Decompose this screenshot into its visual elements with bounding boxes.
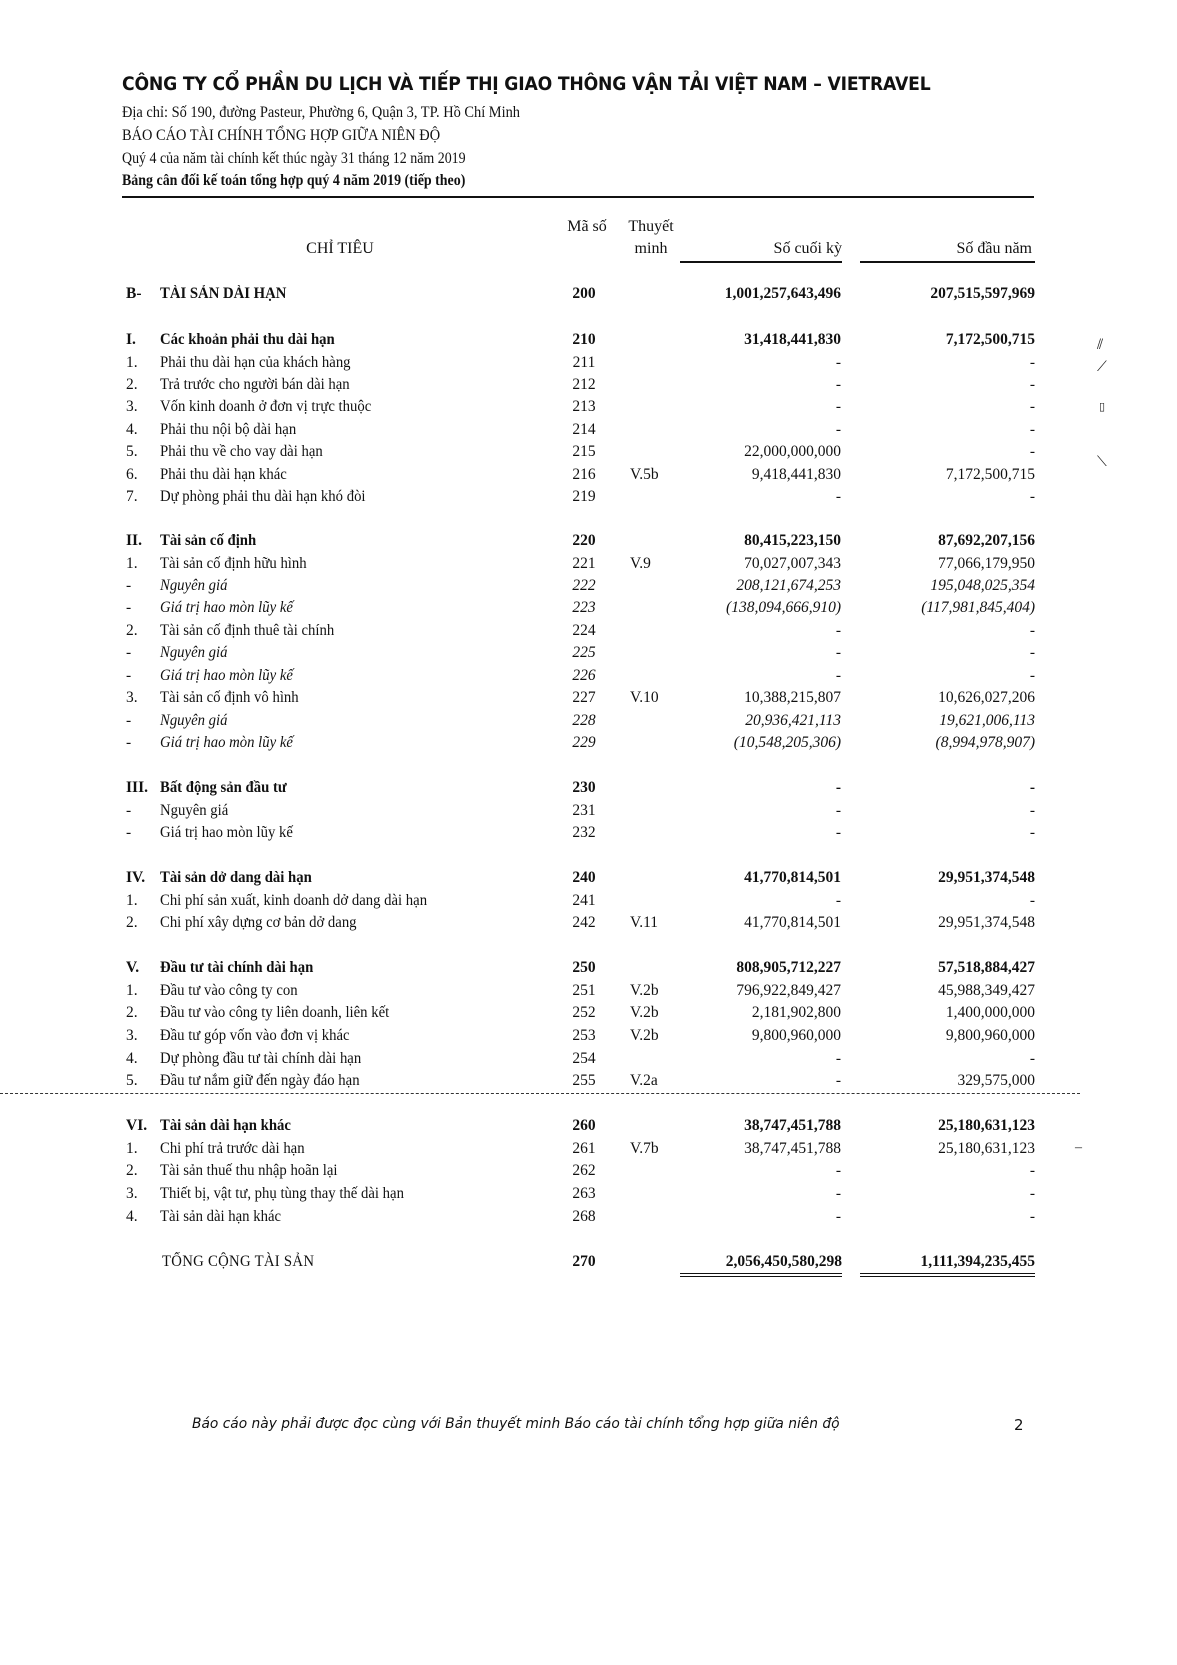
- table-row: [0, 911, 1177, 934]
- column-header-thuyet-minh: Thuyết minh: [628, 218, 674, 257]
- value-beginning-of-year: -: [1029, 892, 1035, 909]
- row-label: Đầu tư vào công ty con: [160, 982, 298, 999]
- value-end-of-period: 41,770,814,501: [744, 869, 841, 886]
- row-code: 255: [572, 1072, 596, 1089]
- row-code: 212: [572, 376, 596, 393]
- row-label: Dự phòng đầu tư tài chính dài hạn: [160, 1050, 362, 1067]
- value-beginning-of-year: 57,518,884,427: [938, 959, 1035, 976]
- value-end-of-period: 9,418,441,830: [751, 466, 841, 483]
- table-row: [0, 1047, 1177, 1070]
- row-number: 2.: [126, 914, 138, 931]
- row-code: 222: [572, 577, 596, 594]
- row-note-ref: V.2b: [630, 1004, 659, 1021]
- page-number: 2: [1014, 1416, 1024, 1434]
- row-code: 226: [572, 667, 596, 684]
- row-number: 4.: [126, 421, 138, 438]
- value-beginning-of-year: 1,111,394,235,455: [860, 1250, 1035, 1277]
- row-code: 231: [572, 802, 596, 819]
- value-beginning-of-year: 25,180,631,123: [938, 1117, 1035, 1134]
- table-row: [0, 709, 1177, 732]
- row-number: 3.: [126, 1185, 138, 1202]
- row-number: 1.: [126, 892, 138, 909]
- value-beginning-of-year: (117,981,845,404): [921, 599, 1035, 616]
- row-label: Chi phí trả trước dài hạn: [160, 1140, 305, 1157]
- value-end-of-period: -: [835, 421, 841, 438]
- row-code: 232: [572, 824, 596, 841]
- row-number: 6.: [126, 466, 138, 483]
- row-code: 221: [572, 555, 596, 572]
- row-code: 229: [572, 734, 596, 751]
- column-header-chi-tieu: CHỈ TIÊU: [306, 240, 374, 257]
- statement-subtitle: Bảng cân đối kế toán tổng hợp quý 4 năm 2019 (tiếp theo): [122, 172, 466, 189]
- value-end-of-period: 38,747,451,788: [744, 1140, 841, 1157]
- row-number: -: [126, 734, 132, 751]
- scan-artifact: ⟍: [1097, 455, 1107, 470]
- table-row: [0, 956, 1177, 979]
- table-row: [0, 1024, 1177, 1047]
- total-row: [0, 1250, 1177, 1273]
- value-end-of-period: 31,418,441,830: [744, 331, 841, 348]
- row-code: 262: [572, 1162, 596, 1179]
- row-code: 220: [572, 532, 596, 549]
- table-row: [0, 641, 1177, 664]
- value-end-of-period: 808,905,712,227: [736, 959, 841, 976]
- value-beginning-of-year: -: [1029, 488, 1035, 505]
- value-beginning-of-year: (8,994,978,907): [935, 734, 1035, 751]
- company-address: Địa chỉ: Số 190, đường Pasteur, Phường 6, Quận 3, TP. Hồ Chí Minh: [122, 104, 521, 121]
- value-beginning-of-year: -: [1029, 644, 1035, 661]
- row-code: 215: [572, 443, 596, 460]
- table-row: [0, 463, 1177, 486]
- row-number: 1.: [126, 1140, 138, 1157]
- value-end-of-period: 796,922,849,427: [736, 982, 841, 999]
- value-beginning-of-year: 7,172,500,715: [945, 466, 1035, 483]
- table-row: [0, 574, 1177, 597]
- row-code: 224: [572, 622, 596, 639]
- value-end-of-period: -: [835, 644, 841, 661]
- value-end-of-period: -: [835, 779, 841, 796]
- value-beginning-of-year: -: [1029, 421, 1035, 438]
- row-label: Trả trước cho người bán dài hạn: [160, 376, 350, 393]
- value-beginning-of-year: -: [1029, 779, 1035, 796]
- row-note-ref: V.7b: [630, 1140, 659, 1157]
- value-end-of-period: 20,936,421,113: [745, 712, 841, 729]
- value-beginning-of-year: -: [1029, 354, 1035, 371]
- row-label: Nguyên giá: [160, 644, 228, 661]
- value-end-of-period: 1,001,257,643,496: [724, 285, 841, 302]
- column-header-ma-so: Mã số: [567, 218, 607, 235]
- row-label: Tài sản cố định thuê tài chính: [160, 622, 335, 639]
- row-number: -: [126, 824, 132, 841]
- row-number: B-: [126, 285, 142, 302]
- scan-artifact: –: [1075, 1140, 1082, 1155]
- row-number: 5.: [126, 1072, 138, 1089]
- value-beginning-of-year: 77,066,179,950: [938, 555, 1035, 572]
- row-code: 216: [572, 466, 596, 483]
- row-number: -: [126, 644, 132, 661]
- row-number: 4.: [126, 1208, 138, 1225]
- row-number: 1.: [126, 555, 138, 572]
- table-row: [0, 821, 1177, 844]
- value-beginning-of-year: -: [1029, 1162, 1035, 1179]
- column-header-so-cuoi-ky: Số cuối kỳ: [773, 240, 842, 257]
- table-row: [0, 529, 1177, 552]
- value-end-of-period: 38,747,451,788: [744, 1117, 841, 1134]
- table-row: [0, 664, 1177, 687]
- value-end-of-period: 208,121,674,253: [736, 577, 841, 594]
- value-end-of-period: -: [835, 1208, 841, 1225]
- table-row: [0, 1069, 1177, 1092]
- value-beginning-of-year: 29,951,374,548: [938, 914, 1035, 931]
- row-label: TỔNG CỘNG TÀI SẢN: [162, 1253, 315, 1270]
- row-number: V.: [126, 959, 140, 976]
- row-number: 2.: [126, 376, 138, 393]
- value-end-of-period: -: [835, 622, 841, 639]
- value-end-of-period: -: [835, 892, 841, 909]
- value-beginning-of-year: 1,400,000,000: [945, 1004, 1035, 1021]
- table-row: [0, 395, 1177, 418]
- table-row: [0, 686, 1177, 709]
- value-end-of-period: -: [835, 824, 841, 841]
- row-note-ref: V.9: [630, 555, 651, 572]
- row-label: Vốn kinh doanh ở đơn vị trực thuộc: [160, 398, 372, 415]
- table-row: [0, 418, 1177, 441]
- row-number: 1.: [126, 982, 138, 999]
- row-number: 4.: [126, 1050, 138, 1067]
- row-label: Tài sản dài hạn khác: [160, 1208, 282, 1225]
- value-end-of-period: -: [835, 354, 841, 371]
- value-beginning-of-year: -: [1029, 824, 1035, 841]
- row-label: Chi phí sản xuất, kinh doanh dở dang dài hạn: [160, 892, 428, 909]
- row-label: Nguyên giá: [160, 577, 228, 594]
- row-number: -: [126, 577, 132, 594]
- row-code: 253: [572, 1027, 596, 1044]
- value-beginning-of-year: 29,951,374,548: [938, 869, 1035, 886]
- table-row: [0, 731, 1177, 754]
- row-code: 260: [572, 1117, 596, 1134]
- row-code: 252: [572, 1004, 596, 1021]
- row-code: 211: [572, 354, 596, 371]
- row-number: 5.: [126, 443, 138, 460]
- row-number: -: [126, 667, 132, 684]
- value-end-of-period: -: [835, 1072, 841, 1089]
- value-end-of-period: (138,094,666,910): [726, 599, 841, 616]
- row-code: 242: [572, 914, 596, 931]
- row-code: 241: [572, 892, 596, 909]
- value-end-of-period: -: [835, 1185, 841, 1202]
- row-label: Tài sản dài hạn khác: [160, 1117, 291, 1134]
- row-label: Đầu tư nắm giữ đến ngày đáo hạn: [160, 1072, 360, 1089]
- table-row: [0, 1114, 1177, 1137]
- row-note-ref: V.5b: [630, 466, 659, 483]
- value-beginning-of-year: 329,575,000: [957, 1072, 1035, 1089]
- value-end-of-period: -: [835, 488, 841, 505]
- row-label: Giá trị hao mòn lũy kế: [160, 824, 293, 841]
- table-row: [0, 351, 1177, 374]
- table-row: [0, 373, 1177, 396]
- row-label: Tài sản cố định vô hình: [160, 689, 299, 706]
- row-label: Phải thu nội bộ dài hạn: [160, 421, 297, 438]
- footer-note: Báo cáo này phải được đọc cùng với Bản thuyết minh Báo cáo tài chính tổng hợp giữa niên độ: [192, 1416, 840, 1432]
- row-number: 1.: [126, 354, 138, 371]
- row-code: 230: [572, 779, 596, 796]
- value-end-of-period: 22,000,000,000: [744, 443, 841, 460]
- table-row: [0, 596, 1177, 619]
- value-beginning-of-year: -: [1029, 1050, 1035, 1067]
- row-label: Đầu tư vào công ty liên doanh, liên kết: [160, 1004, 390, 1021]
- row-note-ref: V.10: [630, 689, 659, 706]
- value-beginning-of-year: 45,988,349,427: [938, 982, 1035, 999]
- row-label: Chi phí xây dựng cơ bản dở dang: [160, 914, 357, 931]
- value-end-of-period: -: [835, 1050, 841, 1067]
- row-note-ref: V.2a: [630, 1072, 658, 1089]
- table-row: [0, 1159, 1177, 1182]
- row-code: 213: [572, 398, 596, 415]
- table-row: [0, 440, 1177, 463]
- value-beginning-of-year: -: [1029, 1185, 1035, 1202]
- row-code: 240: [572, 869, 596, 886]
- value-end-of-period: -: [835, 376, 841, 393]
- scan-artifact: ⟋: [1097, 360, 1107, 375]
- row-number: 2.: [126, 1162, 138, 1179]
- scan-artifact: ▯: [1099, 401, 1106, 413]
- value-beginning-of-year: -: [1029, 667, 1035, 684]
- row-note-ref: V.2b: [630, 1027, 659, 1044]
- row-code: 270: [572, 1253, 596, 1270]
- table-row: [0, 866, 1177, 889]
- row-label: Giá trị hao mòn lũy kế: [160, 667, 293, 684]
- row-label: Tài sản thuế thu nhập hoãn lại: [160, 1162, 338, 1179]
- row-label: Các khoản phải thu dài hạn: [160, 331, 335, 348]
- value-beginning-of-year: 7,172,500,715: [945, 331, 1035, 348]
- row-code: 250: [572, 959, 596, 976]
- value-beginning-of-year: 195,048,025,354: [930, 577, 1035, 594]
- value-beginning-of-year: -: [1029, 802, 1035, 819]
- row-label: Giá trị hao mòn lũy kế: [160, 734, 293, 751]
- company-name: CÔNG TY CỔ PHẦN DU LỊCH VÀ TIẾP THỊ GIAO THÔNG VẬN TẢI VIỆT NAM – VIETRAVEL: [122, 74, 931, 95]
- row-label: Nguyên giá: [160, 802, 229, 819]
- row-code: 228: [572, 712, 596, 729]
- value-end-of-period: 41,770,814,501: [744, 914, 841, 931]
- row-label: Phải thu dài hạn khác: [160, 466, 287, 483]
- value-end-of-period: 10,388,215,807: [744, 689, 841, 706]
- table-row: [0, 619, 1177, 642]
- value-end-of-period: (10,548,205,306): [733, 734, 841, 751]
- header-divider: [122, 196, 1034, 198]
- value-beginning-of-year: 87,692,207,156: [938, 532, 1035, 549]
- value-end-of-period: 9,800,960,000: [751, 1027, 841, 1044]
- row-number: -: [126, 599, 132, 616]
- column-header-so-dau-nam: Số đầu năm: [956, 240, 1032, 257]
- row-number: -: [126, 712, 132, 729]
- table-row: [0, 776, 1177, 799]
- row-code: 263: [572, 1185, 596, 1202]
- row-label: TÀI SẢN DÀI HẠN: [160, 285, 287, 302]
- row-code: 251: [572, 982, 596, 999]
- row-code: 254: [572, 1050, 596, 1067]
- table-row: [0, 328, 1177, 351]
- row-label: Tài sản cố định hữu hình: [160, 555, 307, 572]
- value-beginning-of-year: -: [1029, 376, 1035, 393]
- table-row: [0, 799, 1177, 822]
- value-beginning-of-year: 19,621,006,113: [939, 712, 1035, 729]
- table-row: [0, 282, 1177, 305]
- value-end-of-period: 2,181,902,800: [751, 1004, 841, 1021]
- column-underline: [860, 261, 1035, 263]
- row-number: 3.: [126, 1027, 138, 1044]
- table-row: [0, 1205, 1177, 1228]
- value-end-of-period: 70,027,007,343: [744, 555, 841, 572]
- value-end-of-period: -: [835, 802, 841, 819]
- row-number: 3.: [126, 398, 138, 415]
- row-code: 219: [572, 488, 596, 505]
- value-beginning-of-year: -: [1029, 443, 1035, 460]
- table-row: [0, 1182, 1177, 1205]
- value-beginning-of-year: -: [1029, 398, 1035, 415]
- row-number: -: [126, 802, 132, 819]
- row-label: Đầu tư góp vốn vào đơn vị khác: [160, 1027, 350, 1044]
- row-number: III.: [126, 779, 148, 796]
- report-title: BÁO CÁO TÀI CHÍNH TỔNG HỢP GIỮA NIÊN ĐỘ: [122, 127, 441, 144]
- row-number: VI.: [126, 1117, 148, 1134]
- row-label: Thiết bị, vật tư, phụ tùng thay thế dài hạn: [160, 1185, 404, 1202]
- report-period: Quý 4 của năm tài chính kết thúc ngày 31 tháng 12 năm 2019: [122, 150, 466, 167]
- row-label: Giá trị hao mòn lũy kế: [160, 599, 293, 616]
- row-number: 3.: [126, 689, 138, 706]
- value-end-of-period: -: [835, 1162, 841, 1179]
- value-beginning-of-year: 25,180,631,123: [938, 1140, 1035, 1157]
- table-row: [0, 979, 1177, 1002]
- row-label: Phải thu dài hạn của khách hàng: [160, 354, 351, 371]
- row-label: Phải thu về cho vay dài hạn: [160, 443, 323, 460]
- table-row: [0, 1137, 1177, 1160]
- value-end-of-period: 2,056,450,580,298: [680, 1250, 842, 1277]
- value-beginning-of-year: 10,626,027,206: [938, 689, 1035, 706]
- row-code: 200: [572, 285, 596, 302]
- row-label: Tài sản cố định: [160, 532, 257, 549]
- row-label: Nguyên giá: [160, 712, 228, 729]
- value-end-of-period: 80,415,223,150: [744, 532, 841, 549]
- row-code: 223: [572, 599, 596, 616]
- column-underline: [680, 261, 842, 263]
- row-label: Tài sản dở dang dài hạn: [160, 869, 312, 886]
- value-beginning-of-year: -: [1029, 1208, 1035, 1225]
- row-code: 210: [572, 331, 596, 348]
- row-number: 2.: [126, 1004, 138, 1021]
- scan-artifact: ⫽: [1097, 338, 1104, 353]
- value-beginning-of-year: -: [1029, 622, 1035, 639]
- table-row: [0, 485, 1177, 508]
- row-number: I.: [126, 331, 136, 348]
- value-end-of-period: -: [835, 667, 841, 684]
- row-label: Đầu tư tài chính dài hạn: [160, 959, 314, 976]
- row-code: 261: [572, 1140, 596, 1157]
- row-number: 7.: [126, 488, 138, 505]
- table-row: [0, 552, 1177, 575]
- row-note-ref: V.11: [630, 914, 658, 931]
- value-beginning-of-year: 9,800,960,000: [945, 1027, 1035, 1044]
- row-label: Bất động sản đầu tư: [160, 779, 287, 796]
- row-code: 227: [572, 689, 596, 706]
- value-end-of-period: -: [835, 398, 841, 415]
- row-code: 225: [572, 644, 596, 661]
- table-row: [0, 1001, 1177, 1024]
- row-label: Dự phòng phải thu dài hạn khó đòi: [160, 488, 366, 505]
- row-note-ref: V.2b: [630, 982, 659, 999]
- row-number: IV.: [126, 869, 146, 886]
- row-code: 214: [572, 421, 596, 438]
- row-number: 2.: [126, 622, 138, 639]
- value-beginning-of-year: 207,515,597,969: [930, 285, 1035, 302]
- row-code: 268: [572, 1208, 596, 1225]
- table-row: [0, 889, 1177, 912]
- row-number: II.: [126, 532, 142, 549]
